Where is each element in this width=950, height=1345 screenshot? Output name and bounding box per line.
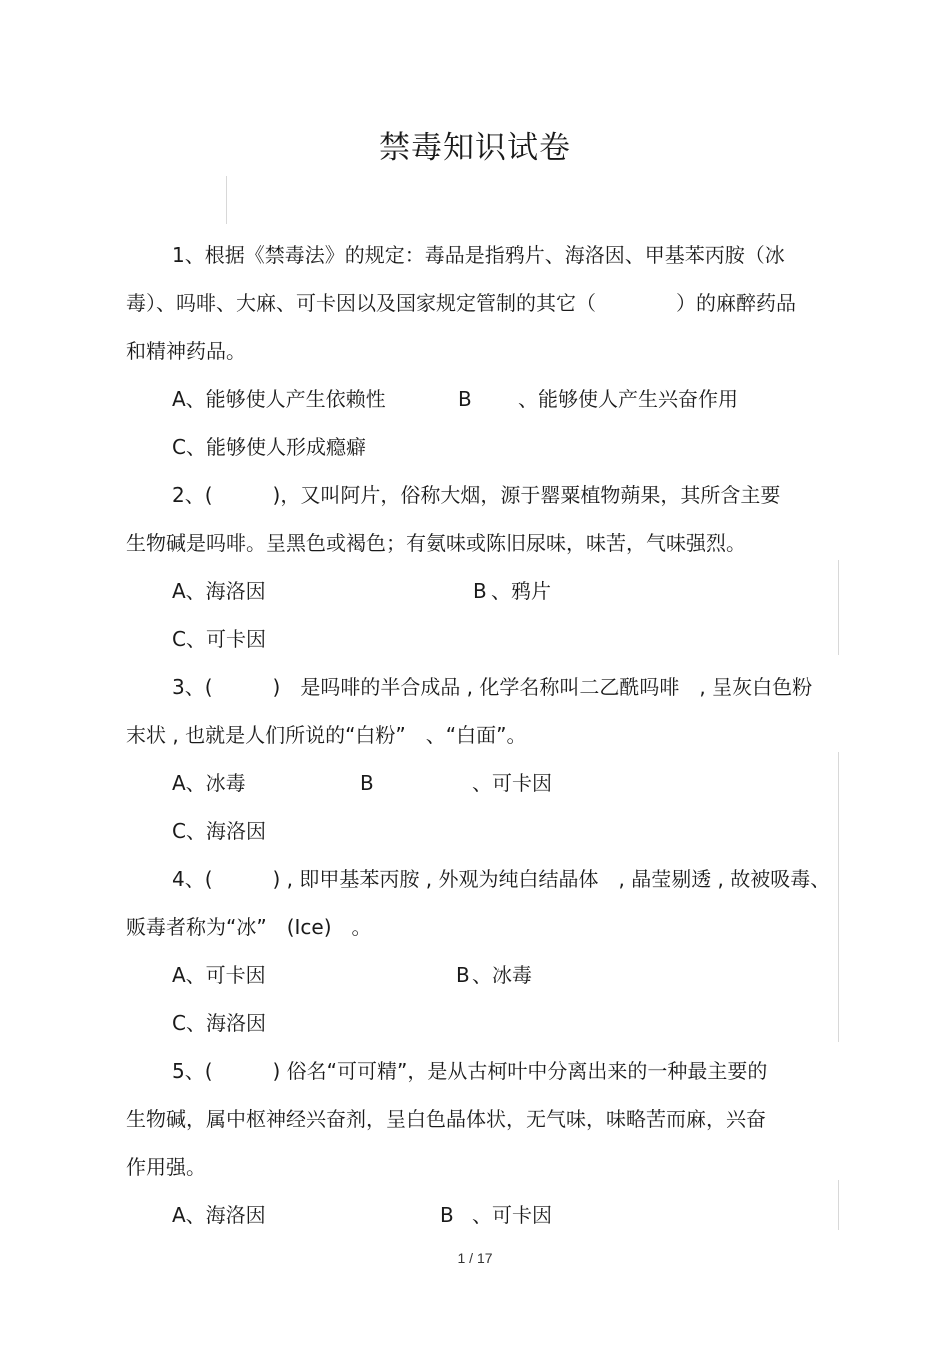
question-3-line-1: 3、( ) 是吗啡的半合成品 , 化学名称叫二乙酰吗啡 , 呈灰白色粉 [172, 675, 813, 699]
question-2-line-1: 2、( )，又叫阿片，俗称大烟，源于罂粟植物蒴果，其所含主要 [172, 483, 781, 507]
question-1-line-3: 和精神药品。 [126, 339, 246, 363]
question-2-option-a[interactable]: A、海洛因 [172, 579, 266, 603]
question-2-option-c[interactable]: C、可卡因 [172, 627, 266, 651]
scan-rule [226, 176, 227, 224]
question-2-option-b-letter[interactable]: B [473, 579, 487, 603]
question-1-option-c[interactable]: C、能够使人形成瘾癖 [172, 435, 366, 459]
question-3-option-b-letter[interactable]: B [360, 771, 374, 795]
question-3-option-a[interactable]: A、冰毒 [172, 771, 246, 795]
question-5-option-a[interactable]: A、海洛因 [172, 1203, 266, 1227]
question-3-line-2: 末状 , 也就是人们所说的“白粉” 、“白面”。 [126, 723, 527, 747]
page-title: 禁毒知识试卷 [379, 130, 571, 166]
scan-rule [838, 560, 839, 655]
question-1-line-1: 1、根据《禁毒法》的规定：毒品是指鸦片、海洛因、甲基苯丙胺（冰 [172, 243, 785, 267]
question-4-option-b-letter[interactable]: B [456, 963, 470, 987]
question-4-option-c[interactable]: C、海洛因 [172, 1011, 266, 1035]
scan-rule [838, 1180, 839, 1230]
question-4-line-1: 4、( ) , 即甲基苯丙胺 , 外观为纯白结晶体 , 晶莹剔透 , 故被吸毒、 [172, 867, 831, 891]
question-5-line-1: 5、( ) 俗名“可可精”，是从古柯叶中分离出来的一种最主要的 [172, 1059, 768, 1083]
question-4-option-a[interactable]: A、可卡因 [172, 963, 266, 987]
question-5-line-3: 作用强。 [126, 1155, 206, 1179]
question-1-option-a[interactable]: A、能够使人产生依赖性 [172, 387, 386, 411]
scan-rule [838, 752, 839, 1042]
page-number: 1 / 17 [457, 1250, 493, 1266]
question-2-line-2: 生物碱是吗啡。呈黑色或褐色；有氨味或陈旧尿味，味苦，气味强烈。 [126, 531, 746, 555]
question-5-line-2: 生物碱，属中枢神经兴奋剂，呈白色晶体状，无气味，味略苦而麻，兴奋 [126, 1107, 766, 1131]
question-1-line-2: 毒）、吗啡、大麻、可卡因以及国家规定管制的其它（ ）的麻醉药品 [126, 291, 796, 315]
question-3-option-c[interactable]: C、海洛因 [172, 819, 266, 843]
question-3-option-b[interactable]: 、可卡因 [472, 771, 552, 795]
question-1-option-b[interactable]: 、能够使人产生兴奋作用 [518, 387, 738, 411]
question-5-option-b[interactable]: 、可卡因 [472, 1203, 552, 1227]
question-5-option-b-letter[interactable]: B [440, 1203, 454, 1227]
question-4-option-b[interactable]: 、冰毒 [472, 963, 532, 987]
question-1-option-b-letter[interactable]: B [458, 387, 472, 411]
question-2-option-b[interactable]: 、鸦片 [491, 579, 551, 603]
question-4-line-2: 贩毒者称为“冰” (Ice) 。 [126, 915, 372, 939]
